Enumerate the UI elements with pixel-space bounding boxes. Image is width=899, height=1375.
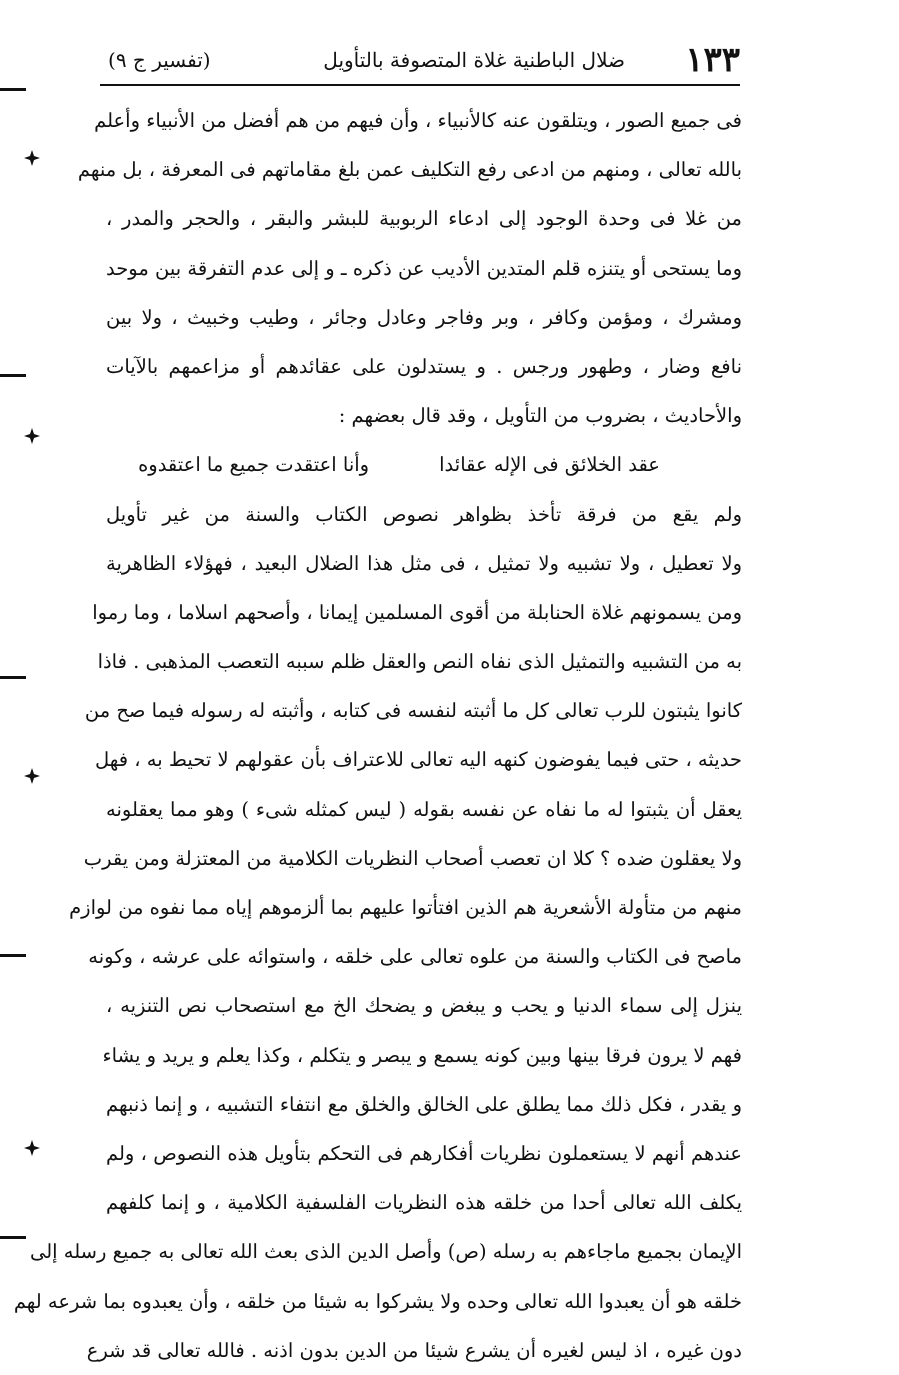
text-line: ولا يعقلون ضده ؟ كلا ان تعصب أصحاب النظريات الكلامية من المعتزلة ومن يقرب bbox=[83, 846, 742, 870]
text-line: عندهم أنهم لا يستعملون نظريات أفكارهم فى التحكم بتأويل هذه النصوص ، ولم bbox=[106, 1141, 742, 1165]
page-number: ١٣٣ bbox=[685, 40, 740, 80]
margin-star-icon bbox=[24, 150, 40, 166]
verse-second-hemistich: وأنا اعتقدت جميع ما اعتقدوه bbox=[138, 453, 370, 477]
margin-star-icon bbox=[24, 428, 40, 444]
text-line: بالله تعالى ، ومنهم من ادعى رفع التكليف عمن بلغ مقاماتهم فى المعرفة ، بل منهم bbox=[77, 158, 742, 182]
text-line: ماصح فى الكتاب والسنة من علوه تعالى على خلقه ، واستوائه على عرشه ، وكونه bbox=[88, 945, 742, 969]
running-title: ضلال الباطنية غلاة المتصوفة بالتأويل bbox=[323, 48, 625, 72]
text-line: حديثه ، حتى فيما يفوضون كنهه اليه تعالى للاعتراف بأن عقولهم لا تحيط به ، فهل bbox=[95, 748, 742, 772]
text-line: منهم من متأولة الأشعرية هم الذين افتأتوا عليهم بما ألزموهم إياه مما نفوه من لوازم bbox=[69, 896, 742, 919]
poem-verse bbox=[106, 440, 742, 489]
text-line: ومن يسمونهم غلاة الحنابلة من أقوى المسلمين إيمانا ، وأصحهم اسلاما ، وما رموا bbox=[92, 600, 742, 624]
text-line: خلقه هو أن يعبدوا الله تعالى وحده ولا يشركوا به شيئا من خلقه ، وأن يعبدوه بما شرعه لهم bbox=[13, 1289, 742, 1313]
text-line: ينزل إلى سماء الدنيا و يحب و يبغض و يضحك الخ مع استصحاب نص التنزيه ، bbox=[106, 994, 742, 1018]
text-line: كانوا يثبتون للرب تعالى كل ما أثبته لنفسه فى كتابه ، وأثبته له رسوله فيما صح من bbox=[84, 699, 742, 723]
text-line: فى جميع الصور ، ويتلقون عنه كالأنبياء ، وأن فيهم من هم أفضل من الأنبياء وأعلم bbox=[94, 109, 742, 132]
margin-mark bbox=[0, 1236, 26, 1239]
margin-mark bbox=[0, 88, 26, 91]
text-line: فهم لا يرون فرقا بينها وبين كونه يسمع و يبصر و يتكلم ، وكذا يعلم و يريد و يشاء bbox=[102, 1043, 742, 1067]
text-line: و يقدر ، فكل ذلك مما يطلق على الخالق والخلق مع انتفاء التشبيه ، و إنما ذنبهم bbox=[106, 1092, 742, 1116]
text-line: به من التشبيه والتمثيل الذى نفاه النص والعقل ظلم سببه التعصب المذهبى . فاذا bbox=[97, 650, 742, 674]
page-header bbox=[100, 38, 740, 82]
header-rule bbox=[100, 84, 740, 86]
text-line: ولا تعطيل ، ولا تشبيه ولا تمثيل ، فى مثل هذا الضلال البعيد ، فهؤلاء الظاهرية bbox=[106, 551, 742, 575]
margin-mark bbox=[0, 374, 26, 377]
margin-star-icon bbox=[24, 768, 40, 784]
body-text bbox=[13, 96, 742, 1375]
text-line: وما يستحى أو يتنزه قلم المتدين الأديب عن ذكره ـ و إلى عدم التفرقة بين موحد bbox=[106, 256, 742, 280]
margin-star-icon bbox=[24, 1140, 40, 1156]
text-line: نافع وضار ، وطهور ورجس . و يستدلون على عقائدهم أو مزاعمهم بالآيات bbox=[106, 354, 742, 378]
text-line: من غلا فى وحدة الوجود إلى ادعاء الربوبية للبشر والبقر ، والحجر والمدر ، bbox=[106, 207, 742, 231]
text-line: دون غيره ، اذ ليس لغيره أن يشرع شيئا من الدين بدون اذنه . فالله تعالى قد شرع bbox=[86, 1338, 742, 1362]
text-line: يعقل أن يثبتوا له ما نفاه عن نفسه بقوله ( ليس كمثله شىء ) وهو مما يعقلونه bbox=[106, 797, 742, 821]
margin-mark bbox=[0, 676, 26, 679]
text-line: يكلف الله تعالى أحدا من خلقه هذه النظريات الفلسفية الكلامية ، و إنما كلفهم bbox=[106, 1191, 742, 1215]
margin-mark bbox=[0, 954, 26, 957]
text-line: ومشرك ، ومؤمن وكافر ، وبر وفاجر وعادل وجائر ، وطيب وخبيث ، ولا بين bbox=[106, 305, 742, 329]
text-line: والأحاديث ، بضروب من التأويل ، وقد قال بعضهم : bbox=[338, 404, 742, 428]
text-line: ولم يقع من فرقة تأخذ بظواهر نصوص الكتاب والسنة من غير تأويل bbox=[106, 502, 742, 526]
verse-first-hemistich: عقد الخلائق فى الإله عقائدا bbox=[439, 453, 660, 477]
section-reference: (تفسير ج ٩) bbox=[108, 48, 211, 72]
text-line: الإيمان بجميع ماجاءهم به رسله (ص) وأصل الدين الذى بعث الله تعالى به جميع رسله إلى bbox=[29, 1240, 742, 1264]
